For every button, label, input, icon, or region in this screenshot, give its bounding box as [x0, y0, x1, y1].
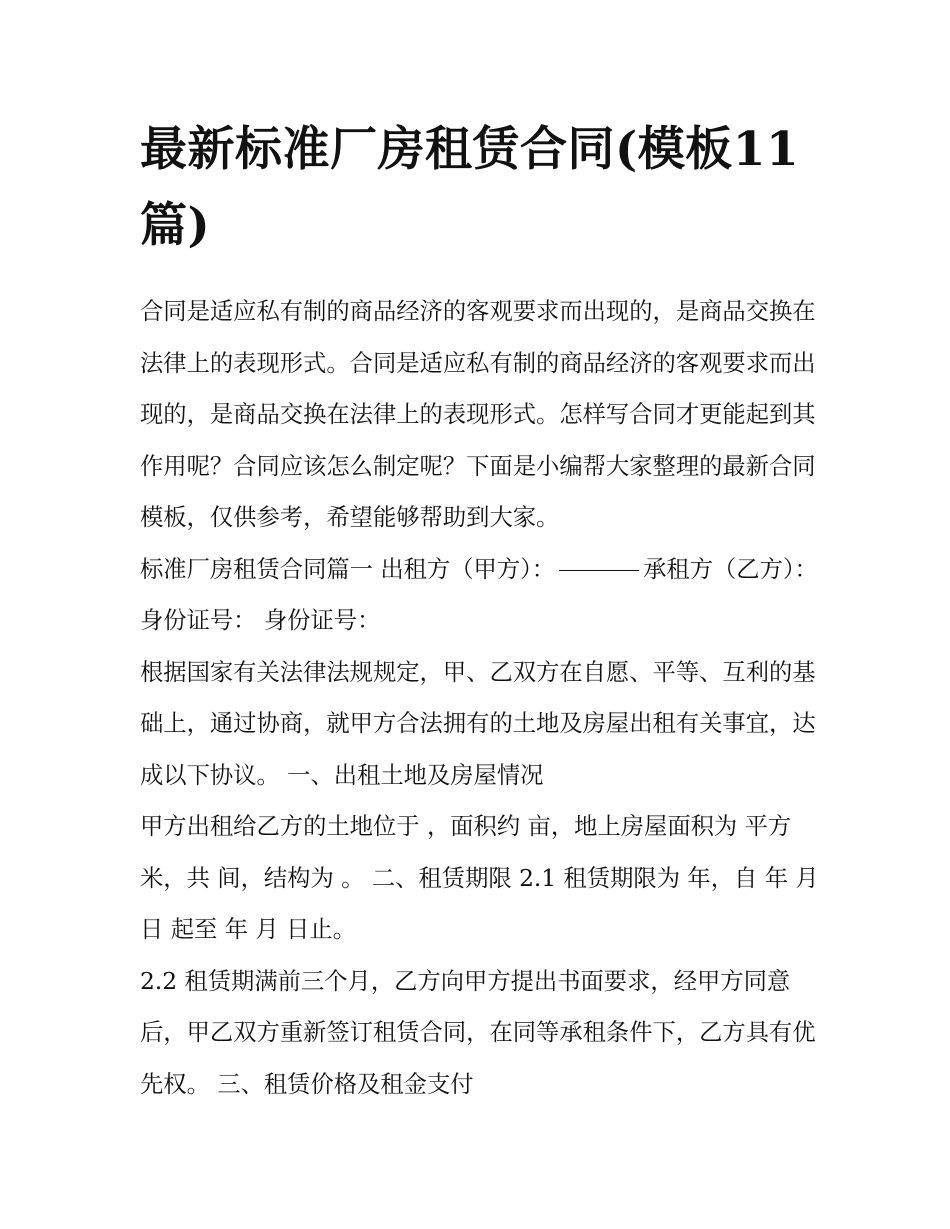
lessee-label: 承租方（乙方）： 身份证号： 身份证号： [140, 555, 818, 634]
lessor-blank-line [559, 569, 639, 571]
intro-paragraph: 合同是适应私有制的商品经济的客观要求而出现的，是商品交换在法律上的表现形式。合同是适应私有制的商品经济的客观要求而出现的，是商品交换在法律上的表现形式。怎样写合同才更能起到其作用呢？合同应该怎么制定呢？下面是小编帮大家整理的最新合同模板，仅供参考，希望能够帮助到大家。 [140, 298, 816, 531]
land-paragraph: 甲方出租给乙方的土地位于 ，面积约 亩，地上房屋面积为 平方米，共 间，结构为 。 二、租赁期限 2.1 租赁期限为 年，自 年 月 日 起至 年 月 日止。 [140, 813, 819, 943]
document-page [140, 112, 820, 1110]
lessor-label: 标准厂房租赁合同篇一 出租方（甲方）： [140, 555, 556, 583]
document-title: 最新标准厂房租赁合同(模板11篇) [140, 122, 800, 253]
parties-paragraph [140, 544, 820, 647]
agreement-paragraph: 根据国家有关法律法规规定，甲、乙双方在自愿、平等、互利的基础上，通过协商，就甲方合法拥有的土地及房屋出租有关事宜，达成以下协议。 一、出租土地及房屋情况 [140, 658, 816, 789]
document-body [140, 286, 820, 1110]
renewal-paragraph: 2.2 租赁期满前三个月，乙方向甲方提出书面要求，经甲方同意后，甲乙双方重新签订租赁合同，在同等承租条件下，乙方具有优先权。 三、租赁价格及租金支付 [140, 967, 816, 1098]
